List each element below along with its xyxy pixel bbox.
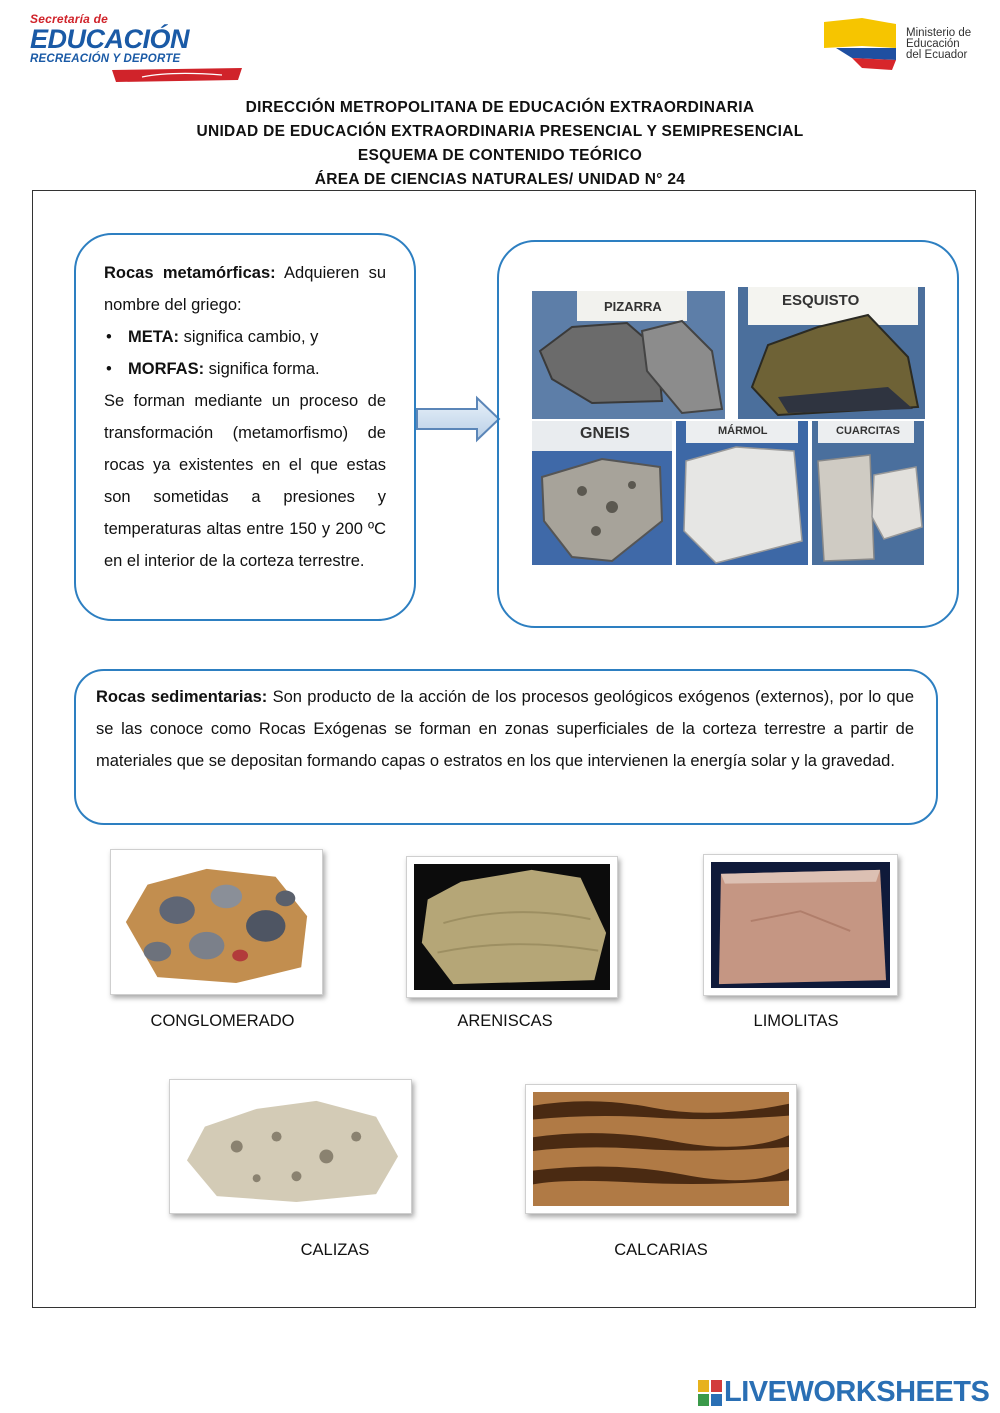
header-line-4: ÁREA DE CIENCIAS NATURALES/ UNIDAD N° 24: [314, 171, 686, 188]
sedimentary-body: Son producto de la acción de los procesos geológicos exógenos (externos), por lo que se las conoce como Rocas Exógenas se forman en zonas superficiales de la corteza terrestre a partir de materiales que se depositan formando capas o estratos en los que intervienen la energía solar y la gravedad.: [96, 688, 914, 770]
label-gneis: GNEIS: [580, 425, 630, 442]
logo-swoosh-icon: [112, 68, 242, 82]
calizas-photo: [169, 1079, 412, 1214]
caption-calcarias: CALCARIAS: [614, 1241, 708, 1259]
header-line-2: UNIDAD DE EDUCACIÓN EXTRAORDINARIA PRESENCIAL Y SEMIPRESENCIAL: [196, 123, 804, 140]
metamorphic-bullets: [104, 321, 386, 385]
marmol-photo: [676, 421, 808, 565]
document-header: [0, 96, 1000, 192]
esquisto-photo: [738, 287, 925, 419]
ecuador-flag-icon: [822, 18, 898, 70]
logo-right-line2: Educación: [906, 38, 960, 50]
sedimentary-text: [96, 681, 914, 777]
cuarcitas-photo: [812, 421, 924, 565]
header-line-3: ESQUEMA DE CONTENIDO TEÓRICO: [357, 147, 643, 164]
logo-left-line1: Secretaría de: [30, 12, 108, 26]
watermark-text: LIVEWORKSHEETS: [724, 1376, 990, 1408]
conglomerado-photo: [110, 849, 323, 995]
bullet-morfas: • MORFAS: significa forma.: [104, 353, 386, 385]
logo-right-line3: del Ecuador: [906, 49, 968, 61]
logo-left-line2: EDUCACIÓN: [30, 24, 190, 54]
caption-limolitas: LIMOLITAS: [753, 1012, 839, 1030]
caption-calizas: CALIZAS: [300, 1241, 370, 1259]
metamorphic-body: Se forman mediante un proceso de transformación (metamorfismo) de rocas ya existentes en el que estas son sometidas a presiones y temperaturas altas entre 150 y 200 ºC en el interior de la corteza terrestre.: [104, 392, 386, 570]
gneis-photo: [532, 421, 672, 565]
caption-areniscas: ARENISCAS: [457, 1012, 553, 1030]
label-esquisto: ESQUISTO: [782, 292, 860, 309]
metamorphic-title: Rocas metamórficas:: [104, 264, 276, 282]
ministerio-educacion-logo: [822, 18, 992, 74]
metamorphic-rocks-box: [74, 233, 416, 621]
label-marmol: MÁRMOL: [718, 425, 768, 437]
pizarra-photo: [532, 291, 725, 419]
calcarias-photo: [525, 1084, 797, 1214]
label-cuarcitas: CUARCITAS: [836, 425, 900, 437]
label-pizarra: PIZARRA: [604, 299, 662, 314]
sedimentary-rocks-box: [74, 669, 938, 825]
limolitas-photo: [703, 854, 898, 996]
right-arrow-icon: [415, 395, 501, 443]
areniscas-photo: [406, 856, 618, 998]
liveworksheets-logo-icon: [698, 1380, 722, 1406]
metamorphic-intro: Rocas metamórficas: Adquieren su nombre del griego:: [104, 264, 386, 314]
logo-right-line1: Ministerio de: [906, 27, 972, 39]
sedimentary-title: Rocas sedimentarias:: [96, 688, 268, 706]
logo-left-line3: RECREACIÓN Y DEPORTE: [30, 53, 181, 65]
caption-conglomerado: CONGLOMERADO: [150, 1012, 295, 1030]
bullet-meta: • META: significa cambio, y: [104, 321, 386, 353]
header-line-1: DIRECCIÓN METROPOLITANA DE EDUCACIÓN EXTRAORDINARIA: [245, 99, 755, 116]
secretaria-educacion-logo: [30, 12, 215, 74]
